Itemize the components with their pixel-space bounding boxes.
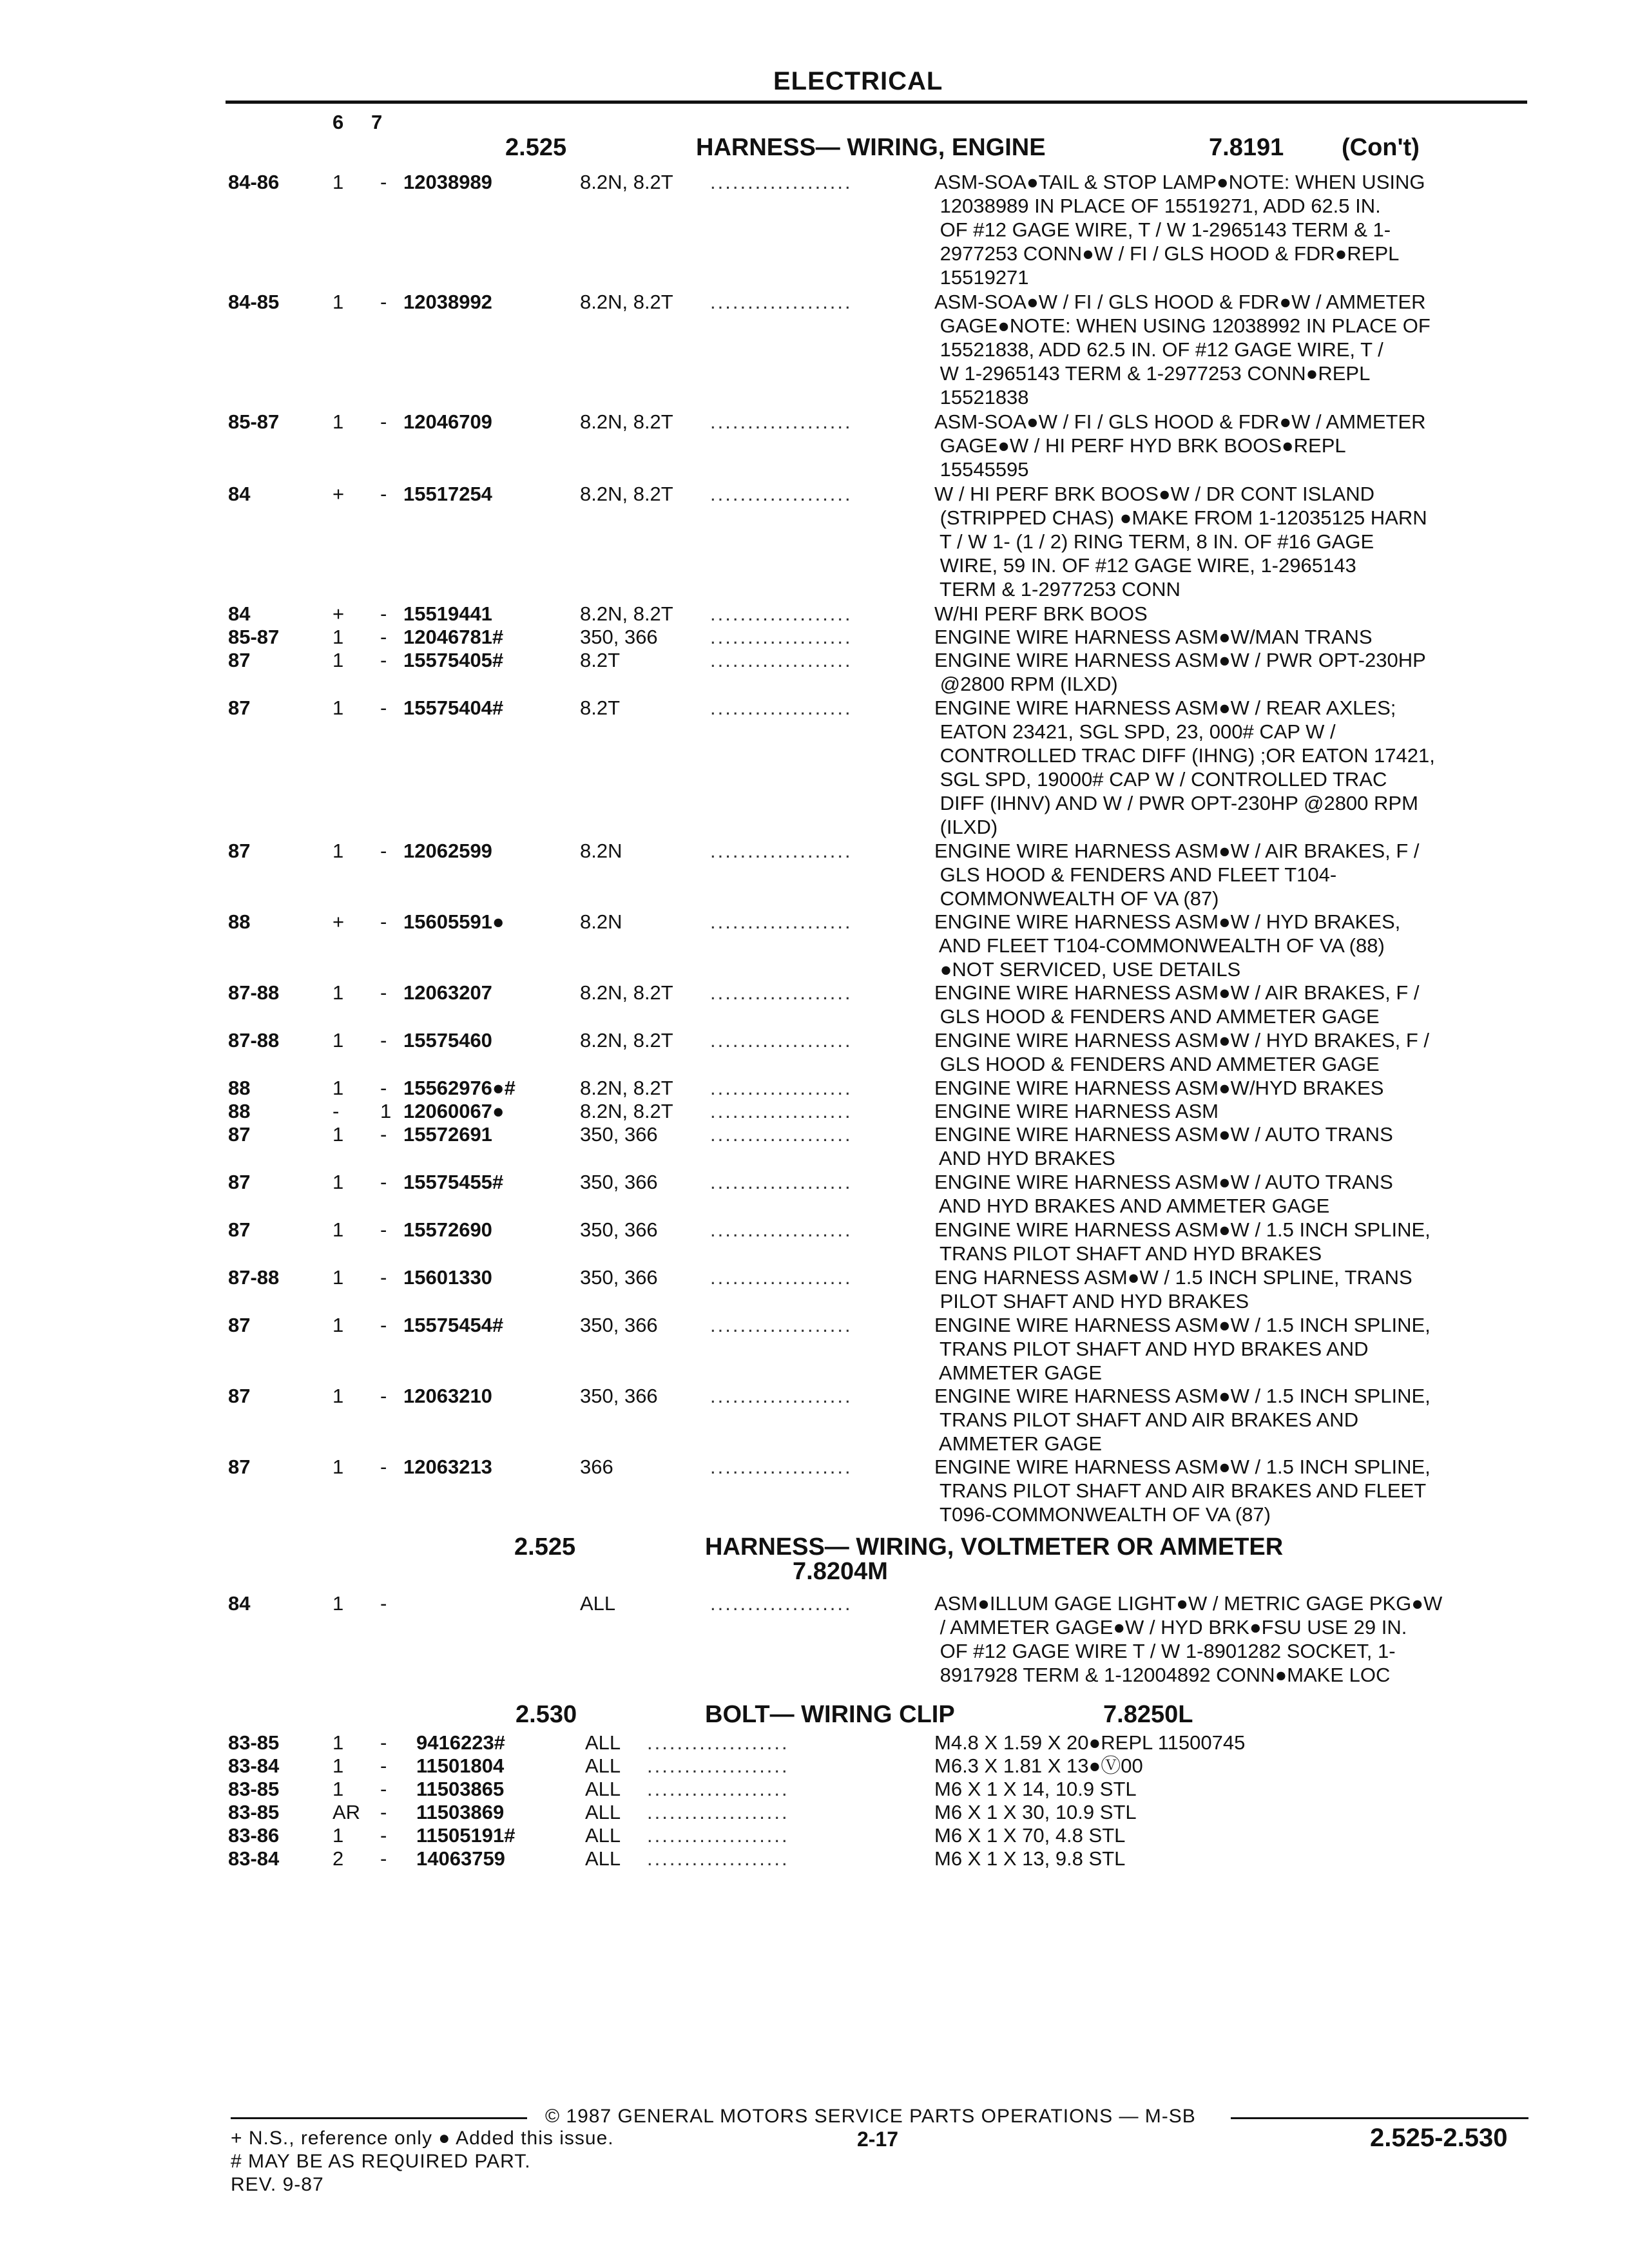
quantity-col7: - xyxy=(380,1218,387,1241)
year-range: 87 xyxy=(228,1314,251,1336)
engine-application: 350, 366 xyxy=(580,1314,658,1336)
part-description: M6 X 1 X 13, 9.8 STL xyxy=(934,1847,1126,1870)
part-number: 15519441 xyxy=(403,602,492,625)
part-description: ENGINE WIRE HARNESS ASM●W / AUTO TRANS AND HYD BRAKES xyxy=(934,1123,1393,1169)
engine-application: 8.2N xyxy=(580,840,622,862)
dot-leader: ................... xyxy=(710,649,853,671)
part-number: 15575460 xyxy=(403,1029,492,1052)
part-number: 11503869 xyxy=(416,1801,505,1823)
dot-leader: ................... xyxy=(710,1029,853,1052)
page-number: 2-17 xyxy=(857,2128,899,2151)
dot-leader: ................... xyxy=(647,1731,789,1754)
quantity-col7: - xyxy=(380,171,387,193)
section-title: BOLT— WIRING CLIP xyxy=(705,1701,955,1728)
part-description: ENG HARNESS ASM●W / 1.5 INCH SPLINE, TRANS PILOT SHAFT AND HYD BRAKES xyxy=(934,1266,1412,1312)
part-description: M6 X 1 X 30, 10.9 STL xyxy=(934,1801,1137,1823)
engine-application: 8.2N, 8.2T xyxy=(580,602,673,625)
year-range: 87 xyxy=(228,1171,251,1193)
quantity-col6: 1 xyxy=(333,697,344,719)
section-code: 7.8191 xyxy=(1209,134,1284,161)
section-number: 2.530 xyxy=(516,1701,577,1728)
dot-leader: ................... xyxy=(710,410,853,433)
dot-leader: ................... xyxy=(647,1847,789,1870)
dot-leader: ................... xyxy=(710,1077,853,1099)
column-header-7: 7 xyxy=(371,111,383,133)
part-description: ENGINE WIRE HARNESS ASM●W/HYD BRAKES xyxy=(934,1077,1384,1099)
footer-rule xyxy=(1231,2117,1528,2119)
quantity-col6: 1 xyxy=(333,291,344,313)
quantity-col6: + xyxy=(333,602,345,625)
year-range: 83-85 xyxy=(228,1731,280,1754)
quantity-col7: - xyxy=(380,1592,387,1615)
engine-application: 350, 366 xyxy=(580,1171,658,1193)
year-range: 83-85 xyxy=(228,1801,280,1823)
dot-leader: ................... xyxy=(710,171,853,193)
engine-application: ALL xyxy=(585,1801,621,1823)
quantity-col7: - xyxy=(380,1778,387,1800)
part-description: ENGINE WIRE HARNESS ASM●W / AUTO TRANS AND HYD BRAKES AND AMMETER GAGE xyxy=(934,1171,1393,1217)
part-description: M6 X 1 X 14, 10.9 STL xyxy=(934,1778,1137,1800)
dot-leader: ................... xyxy=(710,1266,853,1289)
quantity-col7: - xyxy=(380,1754,387,1777)
part-description: ASM-SOA●W / FI / GLS HOOD & FDR●W / AMMETER GAGE●NOTE: WHEN USING 12038992 IN PLACE OF 15521838, ADD 62.5 IN. OF #12 GAGE WIRE, T / W 1-2965143 TERM & 1-2977253 CONN●REPL 15521838 xyxy=(934,291,1431,408)
year-range: 87 xyxy=(228,649,251,671)
engine-application: 8.2T xyxy=(580,649,621,671)
part-number: 12038992 xyxy=(403,291,492,313)
part-number: 12063213 xyxy=(403,1456,492,1478)
header-rule xyxy=(226,101,1527,104)
quantity-col6: + xyxy=(333,483,345,505)
quantity-col7: - xyxy=(380,840,387,862)
quantity-col6: 2 xyxy=(333,1847,344,1870)
year-range: 84-86 xyxy=(228,171,280,193)
section-code: 7.8250L xyxy=(1103,1701,1193,1728)
year-range: 85-87 xyxy=(228,410,280,433)
section-number: 2.525 xyxy=(514,1533,576,1561)
part-number: 15575454# xyxy=(403,1314,504,1336)
engine-application: ALL xyxy=(585,1824,621,1847)
quantity-col7: - xyxy=(380,410,387,433)
quantity-col7: - xyxy=(380,1123,387,1146)
quantity-col7: - xyxy=(380,1266,387,1289)
quantity-col7: - xyxy=(380,1456,387,1478)
quantity-col6: 1 xyxy=(333,1731,344,1754)
engine-application: 8.2N, 8.2T xyxy=(580,1100,673,1122)
dot-leader: ................... xyxy=(710,1314,853,1336)
quantity-col7: - xyxy=(380,1731,387,1754)
dot-leader: ................... xyxy=(647,1801,789,1823)
quantity-col6: 1 xyxy=(333,410,344,433)
quantity-col6: 1 xyxy=(333,1171,344,1193)
year-range: 83-84 xyxy=(228,1754,280,1777)
year-range: 84 xyxy=(228,602,251,625)
part-description: ENGINE WIRE HARNESS ASM●W / 1.5 INCH SPLINE, TRANS PILOT SHAFT AND HYD BRAKES xyxy=(934,1218,1431,1265)
part-description: ASM●ILLUM GAGE LIGHT●W / METRIC GAGE PKG●W / AMMETER GAGE●W / HYD BRK●FSU USE 29 IN. OF #12 GAGE WIRE T / W 1-8901282 SOCKET, 1- 8917928 TERM & 1-12004892 CONN●MAKE LOC xyxy=(934,1592,1443,1686)
part-number: 12046709 xyxy=(403,410,492,433)
quantity-col6: 1 xyxy=(333,1456,344,1478)
part-number: 15601330 xyxy=(403,1266,492,1289)
engine-application: 8.2N, 8.2T xyxy=(580,1029,673,1052)
quantity-col6: 1 xyxy=(333,840,344,862)
dot-leader: ................... xyxy=(710,1171,853,1193)
legend-note: # MAY BE AS REQUIRED PART. xyxy=(231,2151,531,2172)
part-number: 12063210 xyxy=(403,1385,492,1407)
copyright-text: © 1987 GENERAL MOTORS SERVICE PARTS OPERATIONS — M-SB xyxy=(545,2106,1196,2127)
part-description: W / HI PERF BRK BOOS●W / DR CONT ISLAND (STRIPPED CHAS) ●MAKE FROM 1-12035125 HARN T / W 1- (1 / 2) RING TERM, 8 IN. OF #16 GAGE WIRE, 59 IN. OF #12 GAGE WIRE, 1-2965143 TERM & 1-2977253 CONN xyxy=(934,483,1427,601)
quantity-col6: 1 xyxy=(333,1266,344,1289)
quantity-col7: - xyxy=(380,1847,387,1870)
revision-label: REV. 9-87 xyxy=(231,2174,324,2195)
dot-leader: ................... xyxy=(710,1123,853,1146)
dot-leader: ................... xyxy=(647,1754,789,1777)
part-number: 15517254 xyxy=(403,483,492,505)
column-header-6: 6 xyxy=(333,111,344,133)
part-description: ENGINE WIRE HARNESS ASM●W / AIR BRAKES, F / GLS HOOD & FENDERS AND AMMETER GAGE xyxy=(934,981,1420,1028)
dot-leader: ................... xyxy=(710,1218,853,1241)
part-description: ENGINE WIRE HARNESS ASM●W/MAN TRANS xyxy=(934,626,1373,648)
engine-application: 8.2N, 8.2T xyxy=(580,1077,673,1099)
part-description: ASM-SOA●TAIL & STOP LAMP●NOTE: WHEN USING 12038989 IN PLACE OF 15519271, ADD 62.5 IN. OF #12 GAGE WIRE, T / W 1-2965143 TERM & 1- 2977253 CONN●W / FI / GLS HOOD & FDR●REPL 15519271 xyxy=(934,171,1425,289)
dot-leader: ................... xyxy=(710,1385,853,1407)
year-range: 87 xyxy=(228,1456,251,1478)
part-description: ENGINE WIRE HARNESS ASM●W / 1.5 INCH SPLINE, TRANS PILOT SHAFT AND AIR BRAKES AND AMMETER GAGE xyxy=(934,1385,1431,1455)
engine-application: 350, 366 xyxy=(580,1266,658,1289)
year-range: 88 xyxy=(228,1100,251,1122)
quantity-col6: 1 xyxy=(333,1123,344,1146)
year-range: 87-88 xyxy=(228,981,280,1004)
quantity-col6: 1 xyxy=(333,1385,344,1407)
quantity-col6: + xyxy=(333,910,345,933)
part-number: 12063207 xyxy=(403,981,492,1004)
legend-note: + N.S., reference only ● Added this issue. xyxy=(231,2128,614,2149)
quantity-col7: - xyxy=(380,649,387,671)
part-description: ENGINE WIRE HARNESS ASM●W / REAR AXLES; EATON 23421, SGL SPD, 23, 000# CAP W / CONTROLLED TRAC DIFF (IHNG) ;OR EATON 17421, SGL SPD, 19000# CAP W / CONTROLLED TRAC DIFF (IHNV) AND W / PWR OPT-230HP @2800 RPM (ILXD) xyxy=(934,697,1435,838)
dot-leader: ................... xyxy=(710,602,853,625)
part-number: 15575405# xyxy=(403,649,504,671)
year-range: 84-85 xyxy=(228,291,280,313)
dot-leader: ................... xyxy=(710,981,853,1004)
dot-leader: ................... xyxy=(647,1824,789,1847)
part-number: 11503865 xyxy=(416,1778,505,1800)
part-description: M6.3 X 1.81 X 13●Ⓥ00 xyxy=(934,1754,1143,1777)
engine-application: 8.2N, 8.2T xyxy=(580,291,673,313)
part-number: 12060067● xyxy=(403,1100,505,1122)
quantity-col6: 1 xyxy=(333,981,344,1004)
part-number: 9416223# xyxy=(416,1731,505,1754)
part-description: ENGINE WIRE HARNESS ASM●W / PWR OPT-230HP @2800 RPM (ILXD) xyxy=(934,649,1426,695)
year-range: 88 xyxy=(228,910,251,933)
year-range: 88 xyxy=(228,1077,251,1099)
year-range: 87 xyxy=(228,1218,251,1241)
part-number: 11505191# xyxy=(416,1824,516,1847)
quantity-col7: - xyxy=(380,291,387,313)
part-number: 15562976●# xyxy=(403,1077,516,1099)
dot-leader: ................... xyxy=(710,1592,853,1615)
engine-application: 8.2N xyxy=(580,910,622,933)
year-range: 85-87 xyxy=(228,626,280,648)
section-title: HARNESS— WIRING, ENGINE xyxy=(696,134,1046,161)
engine-application: ALL xyxy=(585,1778,621,1800)
part-number: 12062599 xyxy=(403,840,492,862)
quantity-col7: - xyxy=(380,483,387,505)
year-range: 87 xyxy=(228,840,251,862)
engine-application: 366 xyxy=(580,1456,613,1478)
year-range: 87-88 xyxy=(228,1029,280,1052)
quantity-col6: 1 xyxy=(333,171,344,193)
quantity-col6: 1 xyxy=(333,1077,344,1099)
engine-application: 350, 366 xyxy=(580,1385,658,1407)
quantity-col7: - xyxy=(380,1077,387,1099)
year-range: 84 xyxy=(228,483,251,505)
engine-application: ALL xyxy=(585,1847,621,1870)
part-number: 11501804 xyxy=(416,1754,505,1777)
section-code: 7.8204M xyxy=(793,1558,888,1585)
engine-application: ALL xyxy=(585,1731,621,1754)
section-title: HARNESS— WIRING, VOLTMETER OR AMMETER xyxy=(705,1533,1284,1561)
engine-application: 8.2N, 8.2T xyxy=(580,171,673,193)
quantity-col6: 1 xyxy=(333,1314,344,1336)
quantity-col6: - xyxy=(333,1100,340,1122)
year-range: 87-88 xyxy=(228,1266,280,1289)
dot-leader: ................... xyxy=(710,840,853,862)
year-range: 87 xyxy=(228,1123,251,1146)
year-range: 87 xyxy=(228,1385,251,1407)
quantity-col7: - xyxy=(380,1385,387,1407)
year-range: 83-86 xyxy=(228,1824,280,1847)
section-continued: (Con't) xyxy=(1342,134,1420,161)
quantity-col7: - xyxy=(380,602,387,625)
quantity-col6: 1 xyxy=(333,1778,344,1800)
part-description: ENGINE WIRE HARNESS ASM●W / HYD BRAKES, F / GLS HOOD & FENDERS AND AMMETER GAGE xyxy=(934,1029,1430,1075)
quantity-col6: 1 xyxy=(333,1592,344,1615)
quantity-col7: - xyxy=(380,1801,387,1823)
engine-application: 8.2T xyxy=(580,697,621,719)
quantity-col7: - xyxy=(380,1314,387,1336)
engine-application: 8.2N, 8.2T xyxy=(580,483,673,505)
quantity-col7: - xyxy=(380,981,387,1004)
quantity-col6: 1 xyxy=(333,649,344,671)
quantity-col6: AR xyxy=(333,1801,361,1823)
quantity-col7: - xyxy=(380,1824,387,1847)
dot-leader: ................... xyxy=(710,291,853,313)
dot-leader: ................... xyxy=(710,1100,853,1122)
quantity-col6: 1 xyxy=(333,1029,344,1052)
year-range: 83-85 xyxy=(228,1778,280,1800)
part-number: 12046781# xyxy=(403,626,504,648)
footer-rule xyxy=(231,2117,527,2119)
part-description: ENGINE WIRE HARNESS ASM xyxy=(934,1100,1219,1122)
engine-application: ALL xyxy=(585,1754,621,1777)
engine-application: 350, 366 xyxy=(580,1218,658,1241)
section-number: 2.525 xyxy=(505,134,567,161)
engine-application: 350, 366 xyxy=(580,626,658,648)
part-description: M6 X 1 X 70, 4.8 STL xyxy=(934,1824,1126,1847)
quantity-col6: 1 xyxy=(333,626,344,648)
part-description: W/HI PERF BRK BOOS xyxy=(934,602,1148,625)
part-number: 15572691 xyxy=(403,1123,492,1146)
quantity-col7: - xyxy=(380,910,387,933)
part-number: 15605591● xyxy=(403,910,505,933)
quantity-col7: - xyxy=(380,1171,387,1193)
part-number: 15575455# xyxy=(403,1171,504,1193)
quantity-col6: 1 xyxy=(333,1754,344,1777)
quantity-col7: - xyxy=(380,626,387,648)
dot-leader: ................... xyxy=(710,1456,853,1478)
quantity-col6: 1 xyxy=(333,1218,344,1241)
quantity-col7: 1 xyxy=(380,1100,392,1122)
dot-leader: ................... xyxy=(710,626,853,648)
part-description: M4.8 X 1.59 X 20●REPL 11500745 xyxy=(934,1731,1246,1754)
year-range: 84 xyxy=(228,1592,251,1615)
dot-leader: ................... xyxy=(647,1778,789,1800)
engine-application: ALL xyxy=(580,1592,616,1615)
year-range: 87 xyxy=(228,697,251,719)
dot-leader: ................... xyxy=(710,697,853,719)
part-number: 15575404# xyxy=(403,697,504,719)
part-number: 12038989 xyxy=(403,171,492,193)
engine-application: 8.2N, 8.2T xyxy=(580,981,673,1004)
engine-application: 350, 366 xyxy=(580,1123,658,1146)
page-title: ELECTRICAL xyxy=(773,67,943,95)
quantity-col7: - xyxy=(380,697,387,719)
section-range: 2.525-2.530 xyxy=(1370,2124,1508,2152)
part-description: ENGINE WIRE HARNESS ASM●W / 1.5 INCH SPLINE, TRANS PILOT SHAFT AND AIR BRAKES AND FLEET T096-COMMONWEALTH OF VA (87) xyxy=(934,1456,1431,1526)
part-description: ASM-SOA●W / FI / GLS HOOD & FDR●W / AMMETER GAGE●W / HI PERF HYD BRK BOOS●REPL 15545595 xyxy=(934,410,1426,481)
dot-leader: ................... xyxy=(710,910,853,933)
part-description: ENGINE WIRE HARNESS ASM●W / 1.5 INCH SPLINE, TRANS PILOT SHAFT AND HYD BRAKES AND AMMETER GAGE xyxy=(934,1314,1431,1384)
quantity-col7: - xyxy=(380,1029,387,1052)
dot-leader: ................... xyxy=(710,483,853,505)
year-range: 83-84 xyxy=(228,1847,280,1870)
part-number: 15572690 xyxy=(403,1218,492,1241)
part-description: ENGINE WIRE HARNESS ASM●W / AIR BRAKES, F / GLS HOOD & FENDERS AND FLEET T104- COMMONWEALTH OF VA (87) xyxy=(934,840,1420,910)
engine-application: 8.2N, 8.2T xyxy=(580,410,673,433)
quantity-col6: 1 xyxy=(333,1824,344,1847)
part-number: 14063759 xyxy=(416,1847,505,1870)
part-description: ENGINE WIRE HARNESS ASM●W / HYD BRAKES, AND FLEET T104-COMMONWEALTH OF VA (88) ●NOT SERVICED, USE DETAILS xyxy=(934,910,1401,981)
